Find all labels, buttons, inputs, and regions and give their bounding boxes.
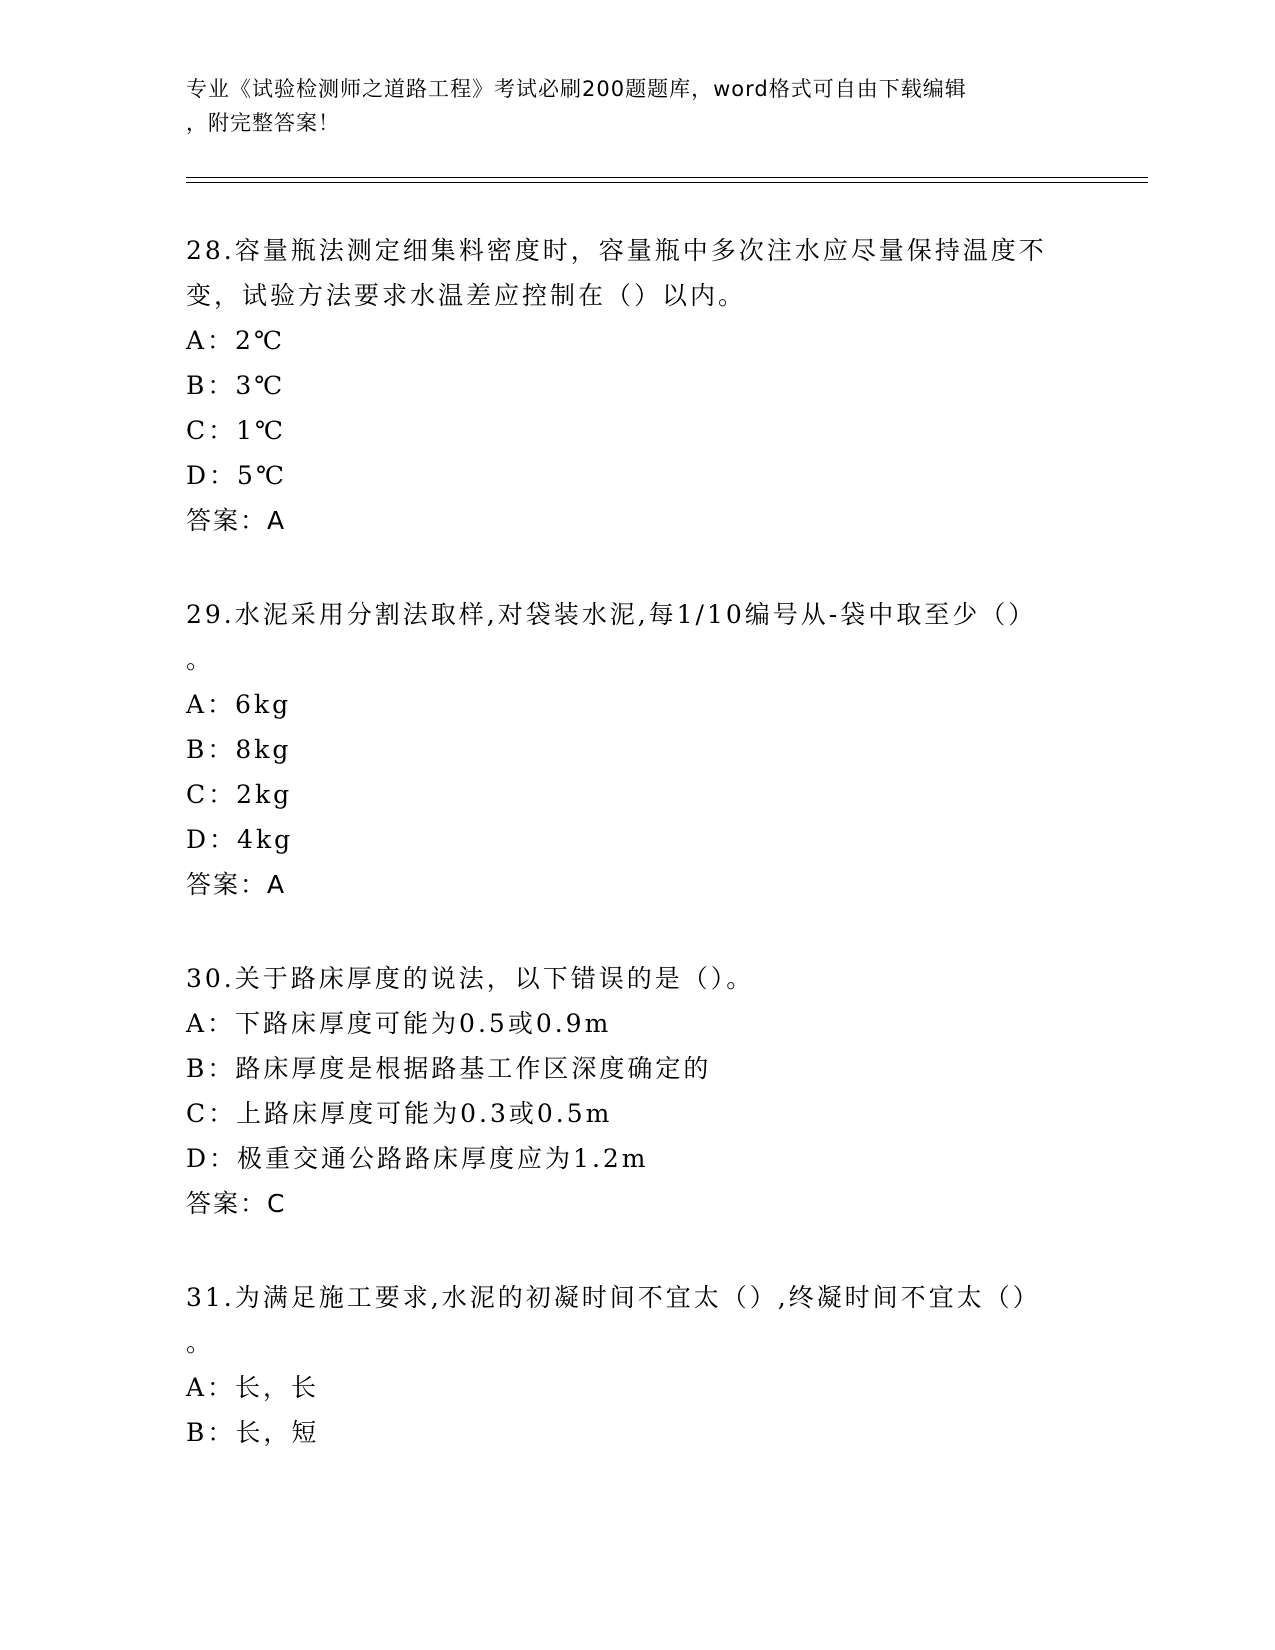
header-divider-top xyxy=(186,177,1148,178)
document-header xyxy=(186,72,1086,140)
option-b: B：3℃ xyxy=(186,371,286,400)
question-stem-line: 。 xyxy=(186,1328,215,1357)
option-c: C：2kg xyxy=(186,780,293,809)
option-b: B：长，短 xyxy=(186,1418,320,1447)
question-stem xyxy=(186,592,1086,682)
option-a: A：6kg xyxy=(186,690,292,719)
question-30 xyxy=(186,956,1086,1226)
question-stem-line: 31.为满足施工要求,水泥的初凝时间不宜太（）,终凝时间不宜太（） xyxy=(186,1283,1041,1312)
option-a: A：长，长 xyxy=(186,1373,320,1402)
question-stem xyxy=(186,228,1086,318)
option-b: B：路床厚度是根据路基工作区深度确定的 xyxy=(186,1054,712,1083)
option-d: D：4kg xyxy=(186,825,294,854)
answer: 答案：C xyxy=(186,1189,287,1218)
question-stem-line: 30.关于路床厚度的说法，以下错误的是（）。 xyxy=(186,964,755,993)
question-stem xyxy=(186,1275,1086,1365)
answer: 答案：A xyxy=(186,870,287,899)
question-29 xyxy=(186,592,1086,907)
option-d: D：极重交通公路路床厚度应为1.2m xyxy=(186,1144,649,1173)
option-a: A：2℃ xyxy=(186,326,285,355)
option-b: B：8kg xyxy=(186,735,292,764)
answer: 答案：A xyxy=(186,506,287,535)
question-31 xyxy=(186,1275,1086,1455)
question-stem xyxy=(186,956,1086,1001)
header-divider-bottom xyxy=(186,182,1148,183)
question-stem-line: 。 xyxy=(186,645,215,674)
option-c: C：上路床厚度可能为0.3或0.5m xyxy=(186,1099,613,1128)
question-stem-line: 28.容量瓶法测定细集料密度时，容量瓶中多次注水应尽量保持温度不 xyxy=(186,236,1047,265)
option-d: D：5℃ xyxy=(186,461,287,490)
option-a: A：下路床厚度可能为0.5或0.9m xyxy=(186,1009,612,1038)
question-stem-line: 29.水泥采用分割法取样,对袋装水泥,每1/10编号从-袋中取至少（） xyxy=(186,600,1037,629)
header-line-2: ，附完整答案！ xyxy=(186,111,340,135)
option-c: C：1℃ xyxy=(186,416,287,445)
header-line-1: 专业《试验检测师之道路工程》考试必刷200题题库，word格式可自由下载编辑 xyxy=(186,77,967,101)
question-28 xyxy=(186,228,1086,543)
question-stem-line: 变，试验方法要求水温差应控制在（）以内。 xyxy=(186,281,747,310)
